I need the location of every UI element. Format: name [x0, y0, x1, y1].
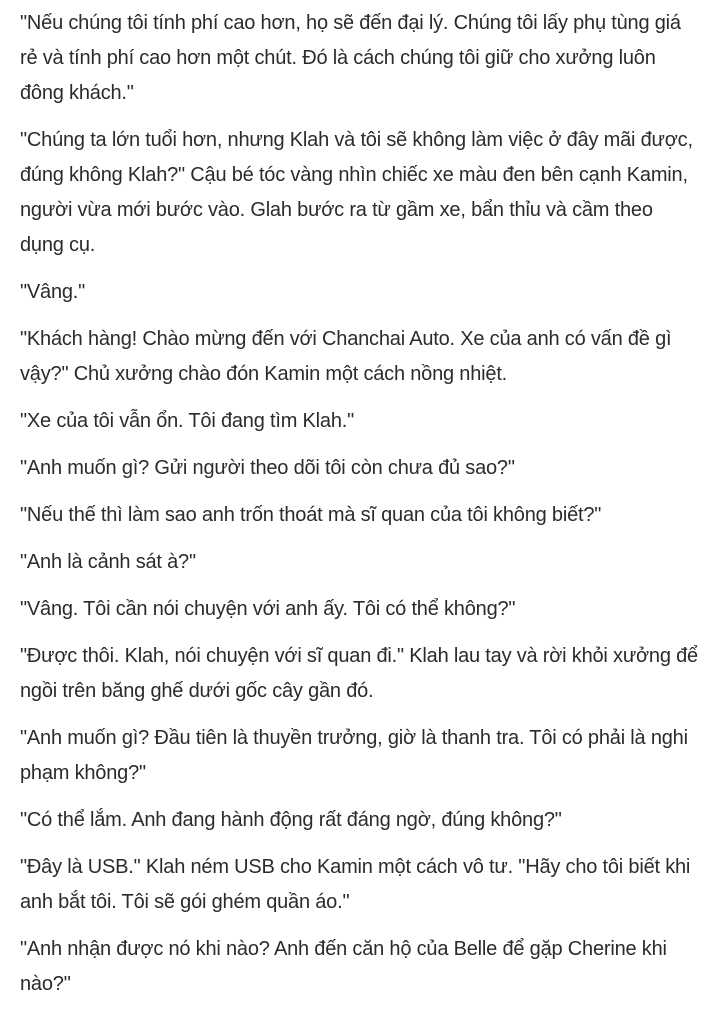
paragraph: "Anh muốn gì? Đầu tiên là thuyền trưởng, giờ là thanh tra. Tôi có phải là nghi phạm không?"	[20, 727, 688, 784]
paragraph: "Chúng ta lớn tuổi hơn, nhưng Klah và tôi sẽ không làm việc ở đây mãi được, đúng không Klah?" Cậu bé tóc vàng nhìn chiếc xe màu đen bên cạnh Kamin, người vừa mới bước vào. Glah bước ra từ gầm xe, bẩn thỉu và cầm theo dụng cụ.	[20, 129, 693, 256]
paragraph: "Anh nhận được nó khi nào? Anh đến căn hộ của Belle để gặp Cherine khi nào?"	[20, 938, 667, 995]
paragraph: "Đây là USB." Klah ném USB cho Kamin một cách vô tư. "Hãy cho tôi biết khi anh bắt tôi. Tôi sẽ gói ghém quần áo."	[20, 856, 691, 913]
paragraph: "Khách hàng! Chào mừng đến với Chanchai Auto. Xe của anh có vấn đề gì vậy?" Chủ xưởng chào đón Kamin một cách nồng nhiệt.	[20, 328, 672, 385]
paragraph: "Xe của tôi vẫn ổn. Tôi đang tìm Klah."	[20, 410, 355, 432]
paragraph: "Nếu thế thì làm sao anh trốn thoát mà sĩ quan của tôi không biết?"	[20, 504, 602, 526]
paragraph: "Có thể lắm. Anh đang hành động rất đáng ngờ, đúng không?"	[20, 809, 562, 831]
paragraph: "Vâng. Tôi cần nói chuyện với anh ấy. Tôi có thể không?"	[20, 598, 516, 620]
paragraph: "Nếu chúng tôi tính phí cao hơn, họ sẽ đến đại lý. Chúng tôi lấy phụ tùng giá rẻ và tính phí cao hơn một chút. Đó là cách chúng tôi giữ cho xưởng luôn đông khách."	[20, 12, 681, 104]
paragraph: "Anh muốn gì? Gửi người theo dõi tôi còn chưa đủ sao?"	[20, 457, 515, 479]
paragraph: "Anh là cảnh sát à?"	[20, 551, 196, 573]
paragraph: "Vâng."	[20, 281, 86, 303]
paragraph: "Được thôi. Klah, nói chuyện với sĩ quan đi." Klah lau tay và rời khỏi xưởng để ngồi trên băng ghế dưới gốc cây gần đó.	[20, 645, 698, 702]
